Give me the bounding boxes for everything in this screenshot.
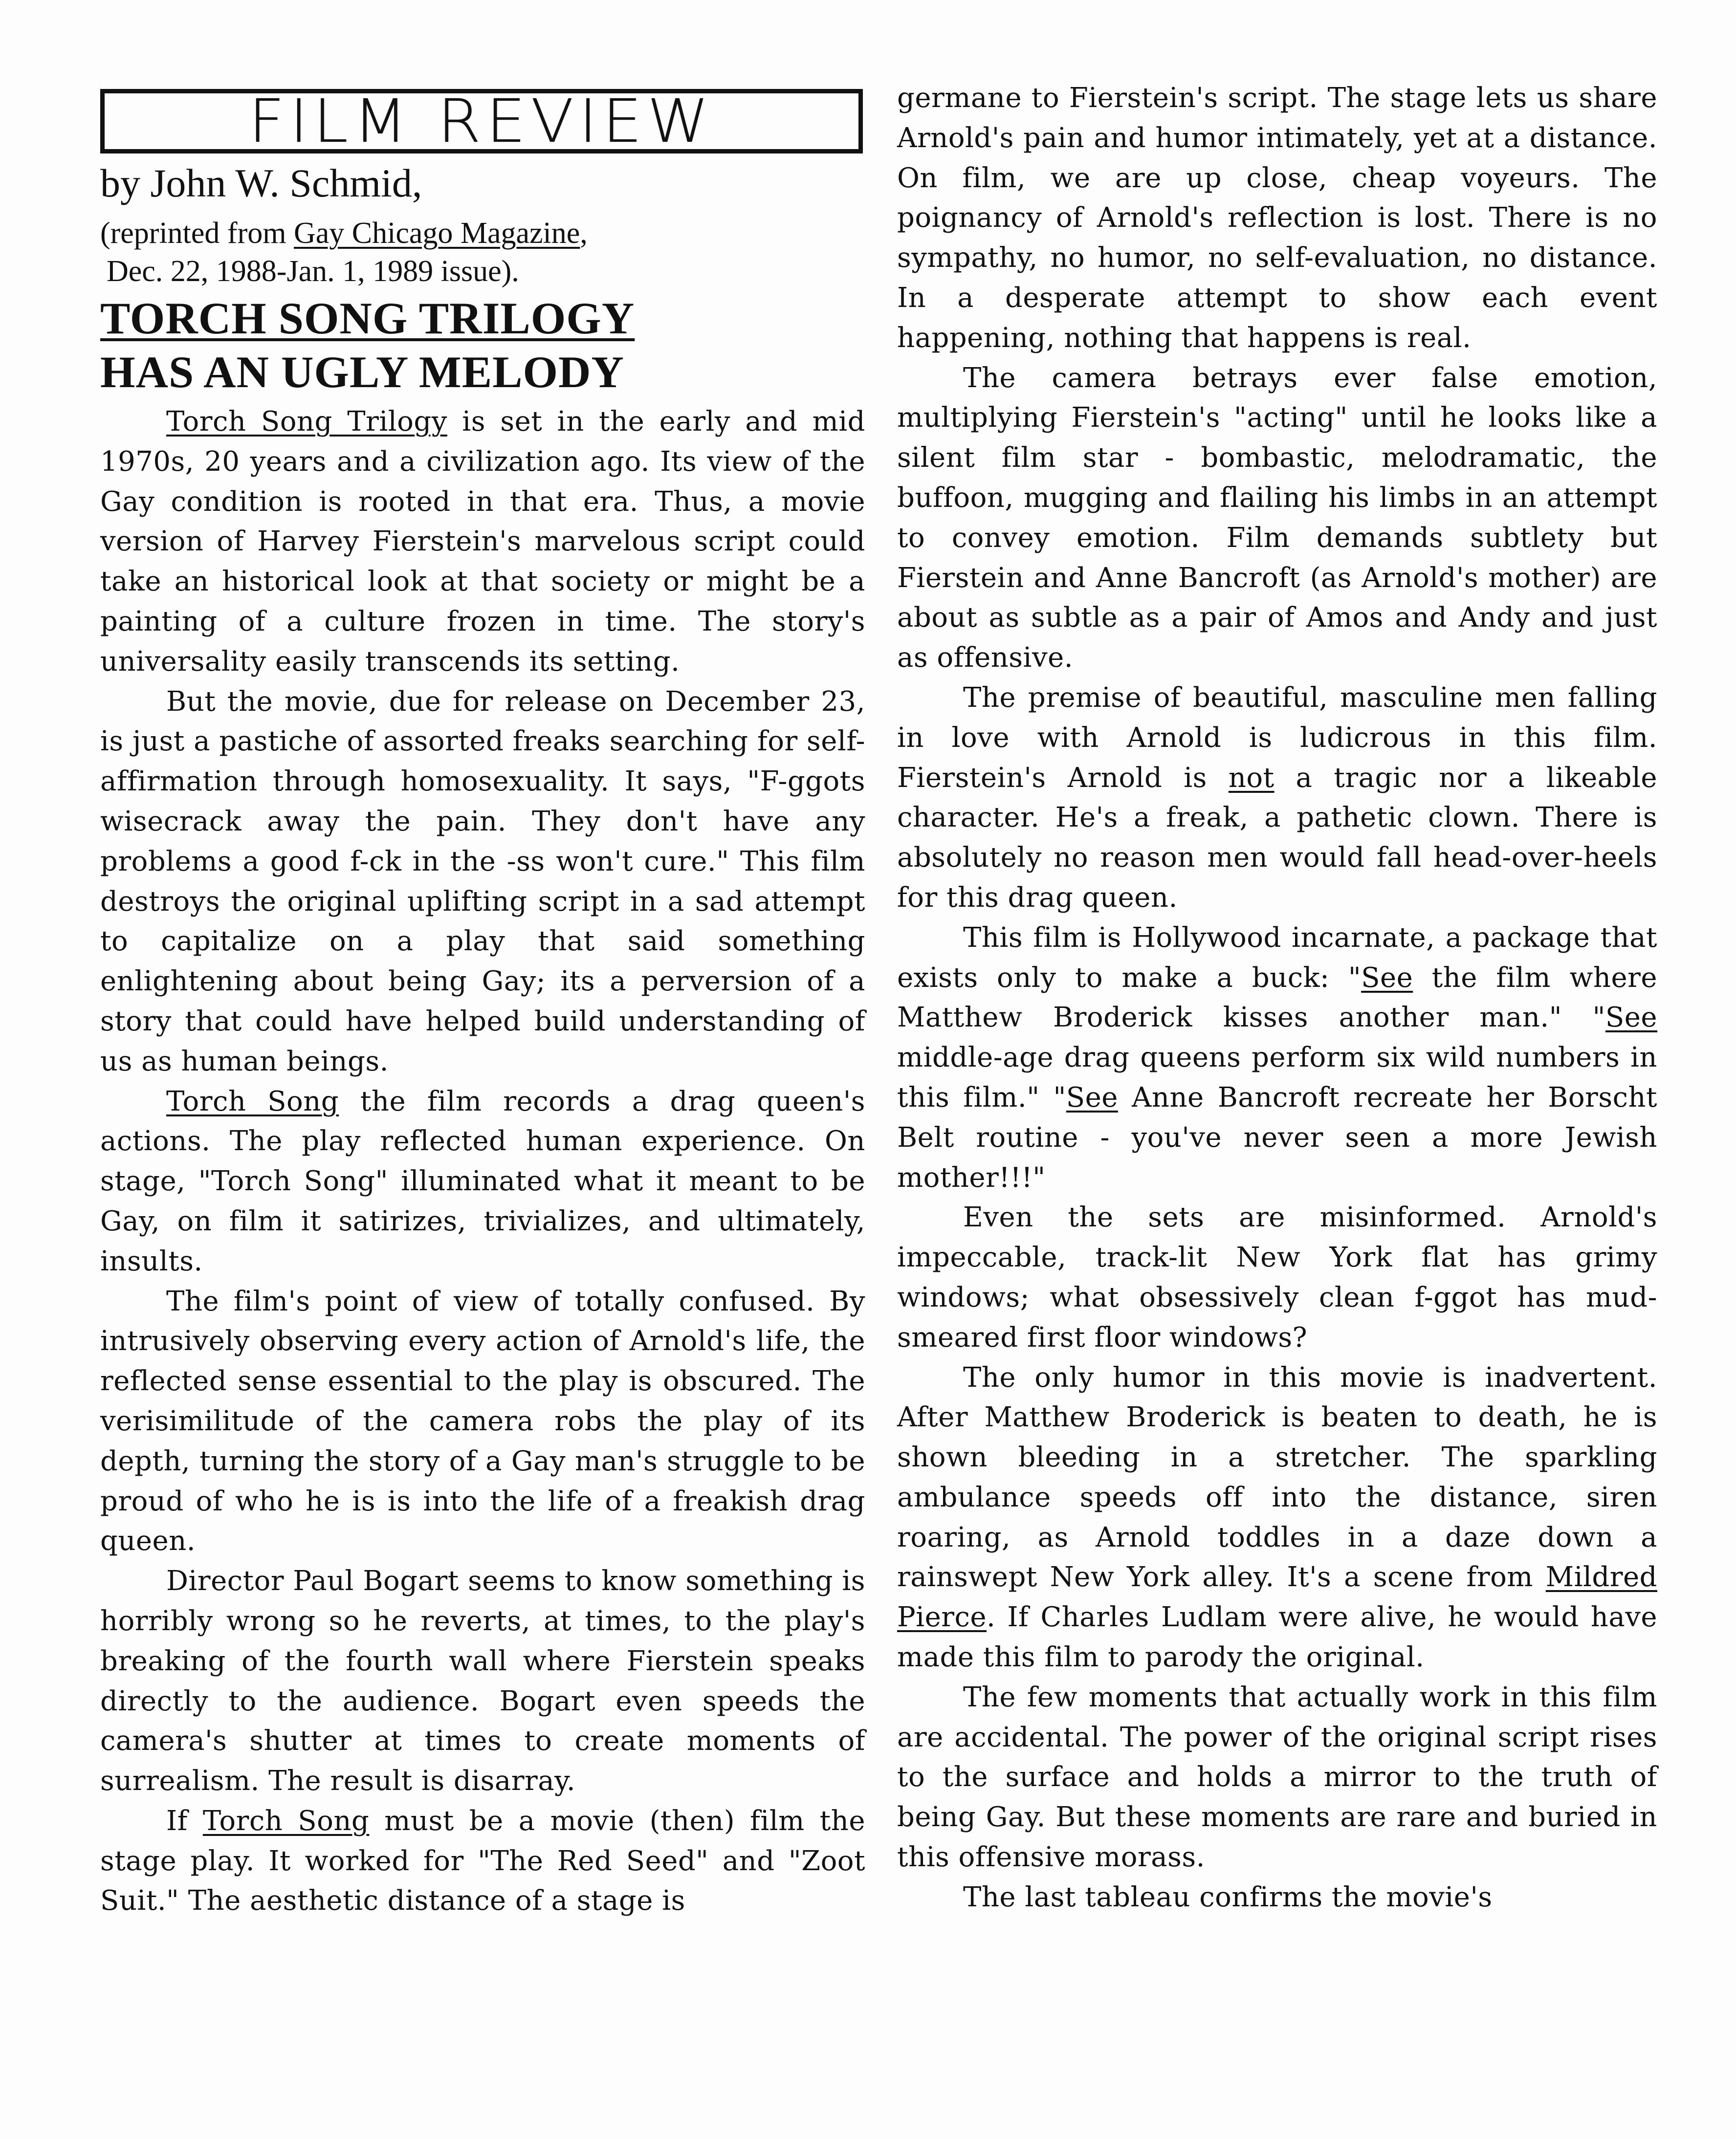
paragraph-text: middle-age drag queens perform six wild numbers in this film." "	[897, 1042, 1657, 1113]
paragraph: But the movie, due for release on December 23, is just a pastiche of assorted freaks searching for self-affirmation through homosexuality. It says, "F-ggots wisecrack away the pain. They don't have any problems a good f-ck in the -ss won't cure." This film destroys the original uplifting script in a sad attempt to capitalize on a play that said something enlightening about being Gay; its a perversion of a story that could have helped build understanding of us as human beings.	[100, 685, 865, 1077]
byline: by John W. Schmid,	[100, 161, 422, 205]
paragraph: The camera betrays ever false emotion, multiplying Fierstein's "acting" until he looks like a silent film star - bombastic, melodramatic, the buffoon, mugging and flailing his limbs in an attempt to convey emotion. Film demands subtlety but Fierstein and Anne Bancroft (as Arnold's mother) are about as subtle as a pair of Amos and Andy and just as offensive.	[897, 362, 1657, 674]
masthead-box	[100, 87, 863, 156]
paragraph-text: The premise of beautiful, masculine men falling in love with Arnold is ludicrous in this film. Fierstein's Arnold is	[897, 681, 1657, 794]
emphasis-see: See	[1605, 1002, 1657, 1034]
masthead-title: FILM REVIEW	[248, 87, 715, 156]
article-column-2	[897, 78, 1657, 1918]
paragraph-text: Anne Bancroft recreate her Borscht Belt routine - you've never seen a more Jewish mother!!!"	[897, 1081, 1657, 1194]
paragraph-text: is set in the early and mid 1970s, 20 years and a civilization ago. Its view of the Gay condition is rooted in that era. Thus, a movie version of Harvey Fierstein's marvelous script could take an historical look at that society or might be a painting of a culture frozen in time. The story's universality easily transcends its setting.	[100, 406, 866, 677]
paragraph-text: must be a movie (then) film the stage play. It worked for "The Red Seed" and "Zoot Suit." The aesthetic distance of a stage is	[100, 1805, 865, 1917]
paragraph: The last tableau confirms the movie's	[963, 1881, 1493, 1913]
paragraph-continued: germane to Fierstein's script. The stage lets us share Arnold's pain and humor intimately, yet at a distance. On film, we are up close, cheap voyeurs. The poignancy of Arnold's reflection is lost. There is no sympathy, no humor, no self-evaluation, no distance. In a desperate attempt to show each event happening, nothing that happens is real.	[897, 82, 1657, 354]
paragraph-text: This film is Hollywood incarnate, a package that exists only to make a buck: "	[897, 921, 1657, 994]
paragraph-text: a tragic nor a likeable character. He's a freak, a pathetic clown. There is absolutely no reason men would fall head-over-heels for this drag queen.	[897, 762, 1657, 914]
paragraph	[897, 918, 1657, 1198]
emphasis-see: See	[1361, 961, 1413, 994]
paragraph: Director Paul Bogart seems to know something is horribly wrong so he reverts, at times, to the play's breaking of the fourth wall where Fierstein speaks directly to the audience. Bogart even speeds the camera's shutter at times to create moments of surrealism. The result is disarray.	[100, 1565, 865, 1797]
paragraph	[897, 678, 1657, 918]
film-title: Torch Song	[166, 1085, 339, 1117]
paragraph	[100, 1082, 865, 1282]
film-title: Torch Song Trilogy	[166, 406, 447, 437]
reprint-source	[100, 216, 588, 251]
paragraph-text: The only humor in this movie is inadvertent. After Matthew Broderick is beaten to death, he is shown bleeding in a stretcher. The sparkling ambulance speeds off into the distance, siren roaring, as Arnold toddles in a daze down a rainswept New York alley. It's a scene from	[897, 1361, 1657, 1593]
paragraph-text: the film records a drag queen's actions. The play reflected human experience. On stage, "Torch Song" illuminated what it meant to be Gay, on film it satirizes, trivializes, and ultimately, insults.	[100, 1085, 866, 1277]
paragraph	[100, 1801, 865, 1921]
article-column-1	[100, 402, 865, 1921]
paragraph: The film's point of view of totally confused. By intrusively observing every action of Arnold's life, the reflected sense essential to the play is obscured. The verisimilitude of the camera robs the play of its depth, turning the story of a Gay man's struggle to be proud of who he is is into the life of a freakish drag queen.	[100, 1285, 865, 1557]
emphasis-see: See	[1066, 1081, 1118, 1113]
reprint-dates: Dec. 22, 1988-Jan. 1, 1989 issue).	[107, 255, 519, 288]
paragraph	[100, 402, 865, 682]
paragraph	[897, 1358, 1657, 1678]
paragraph-text: . If Charles Ludlam were alive, he would have made this film to parody the original.	[897, 1601, 1657, 1674]
reprint-suffix: ,	[580, 217, 588, 250]
headline-line-1: TORCH SONG TRILOGY	[100, 293, 635, 343]
paragraph-text: If	[166, 1805, 203, 1837]
emphasis-not: not	[1228, 762, 1275, 794]
magazine-title: Gay Chicago Magazine	[293, 217, 580, 250]
film-title: Mildred Pierce	[897, 1561, 1657, 1634]
headline-line-2: HAS AN UGLY MELODY	[100, 347, 624, 397]
film-title: Torch Song	[202, 1805, 370, 1837]
paragraph: The few moments that actually work in this film are accidental. The power of the original script rises to the surface and holds a mirror to the truth of being Gay. But these moments are rare and buried in this offensive morass.	[897, 1681, 1657, 1874]
paragraph-text: the film where Matthew Broderick kisses another man." "	[897, 961, 1658, 1034]
paragraph: Even the sets are misinformed. Arnold's impeccable, track-lit New York flat has grimy windows; what obsessively clean f-ggot has mud-smeared first floor windows?	[897, 1201, 1657, 1353]
reprint-prefix: (reprinted from	[100, 217, 294, 250]
